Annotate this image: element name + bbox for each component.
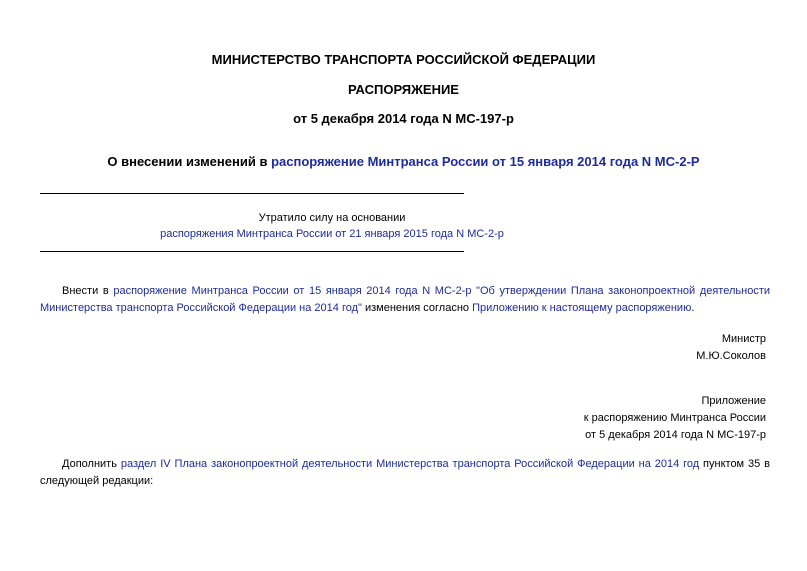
appendix-line-3: от 5 декабря 2014 года N МС-197-р [585,429,766,441]
section-link[interactable]: раздел IV Плана законопроектной деятельности Министерства транспорта Российской Федерации на 2014 год [120,458,700,470]
signature-block [696,331,766,365]
divider-top [40,193,464,194]
signatory-name: М.Ю.Соколов [696,350,766,362]
appendix-line-2: к распоряжению Минтранса России [583,412,766,424]
order-link[interactable]: распоряжение Минтранса России от 15 января 2014 года N МС-2-р "Об утверждении Плана законопроектной деятельности Министерства транспорта Российской Федерации на 2014 год" [40,285,770,314]
p1-start: Внести в [62,285,114,297]
appendix-block [584,393,766,444]
appendix-link[interactable]: Приложению к настоящему распоряжению [472,302,692,314]
signatory-position: Министр [721,333,766,345]
ministry-heading: МИНИСТЕРСТВО ТРАНСПОРТА РОССИЙСКОЙ ФЕДЕРАЦИИ [211,52,596,67]
document-date-number: от 5 декабря 2014 года N МС-197-р [293,111,514,126]
body-paragraph [40,283,770,317]
p1-mid: изменения согласно [361,302,473,314]
title-prefix: О внесении изменений в [107,154,272,169]
status-note-text: Утратило силу на основании [258,212,406,224]
status-note-link[interactable]: распоряжения Минтранса России от 21 января 2015 года N МС-2-р [160,228,504,240]
amend-paragraph [40,456,770,490]
document-title [0,154,807,169]
appendix-line-1: Приложение [701,395,766,407]
divider-bottom [40,251,464,252]
document-type: РАСПОРЯЖЕНИЕ [348,82,459,97]
amend-start: Дополнить [62,458,121,470]
title-link[interactable]: распоряжение Минтранса России от 15 января 2014 года N МС-2-Р [271,154,700,169]
amend-end: пунктом 35 в следующей редакции: [40,458,770,487]
p1-end: . [691,302,695,314]
